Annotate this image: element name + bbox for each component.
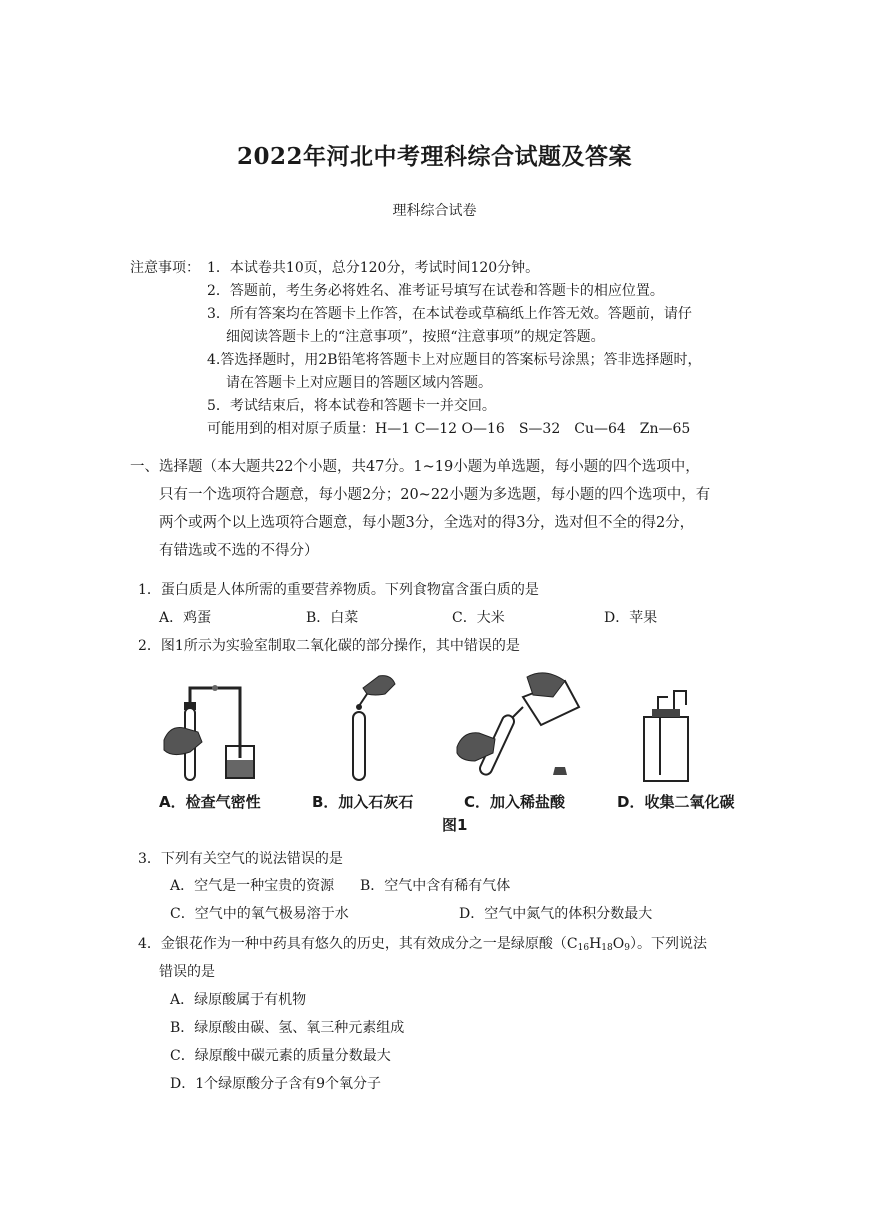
option-a: A．鸡蛋 [159,610,212,626]
page-subtitle: 理科综合试卷 [392,203,477,219]
option-a: A．绿原酸属于有机物 [170,992,307,1008]
question-stem-cont: 错误的是 [159,964,215,980]
figure-b-limestone-illustration [345,672,405,787]
section-line: 只有一个选项符合题意，每小题2分；20~22小题为多选题，每小题的四个选项中，有 [159,487,711,503]
notice-item: 2．答题前，考生务必将姓名、准考证号填写在试卷和答题卡的相应位置。 [207,283,664,299]
option-b: B．空气中含有稀有气体 [360,878,511,894]
figure-caption: 图1 [442,816,468,834]
section-line: 有错选或不选的不得分） [159,543,319,559]
question-stem: 3．下列有关空气的说法错误的是 [138,851,343,867]
section-line: 一、选择题（本大题共22个小题，共47分。1~19小题为单选题，每小题的四个选项中， [130,459,700,475]
figure-label-c: C．加入稀盐酸 [464,793,566,811]
figure-label-d: D．收集二氧化碳 [617,793,735,811]
notice-label: 注意事项： [130,260,200,276]
notice-item: 1．本试卷共10页，总分120分，考试时间120分钟。 [207,260,540,276]
notice-item: 细阅读答题卡上的“注意事项”，按照“注意事项”的规定答题。 [226,329,605,345]
figure-label-b: B．加入石灰石 [312,793,414,811]
figure-c-hydrochloric-acid-illustration [455,667,585,787]
option-a: A．空气是一种宝贵的资源 [170,878,335,894]
option-c: C．空气中的氧气极易溶于水 [170,906,349,922]
figure-a-airtight-check-illustration [160,680,280,790]
page-title: 2022年河北中考理科综合试题及答案 [236,143,632,170]
option-d: D．1个绿原酸分子含有9个氧分子 [170,1076,382,1092]
option-b: B．白菜 [306,610,359,626]
section-line: 两个或两个以上选项符合题意，每小题3分，全选对的得3分，选对但不全的得2分， [159,515,695,531]
option-d: D．苹果 [604,610,658,626]
notice-item: 4.答选择题时，用2B铅笔将答题卡上对应题目的答案标号涂黑；答非选择题时， [207,352,702,368]
question-stem: 4．金银花作为一种中药具有悠久的历史，其有效成分之一是绿原酸$(C_{16}H_{18}O_9)$。下列说法 [138,936,707,953]
option-b: B．绿原酸由碳、氢、氧三种元素组成 [170,1020,405,1036]
notice-item: 请在答题卡上对应题目的答题区域内答题。 [226,375,492,391]
question-stem: 1．蛋白质是人体所需的重要营养物质。下列食物富含蛋白质的是 [138,582,539,598]
figure-label-a: A．检查气密性 [159,793,261,811]
notice-item: 3．所有答案均在答题卡上作答，在本试卷或草稿纸上作答无效。答题前，请仔 [207,306,692,322]
figure-d-collect-co2-illustration [636,695,696,785]
option-d: D．空气中氮气的体积分数最大 [459,906,653,922]
question-stem: 2．图1所示为实验室制取二氧化碳的部分操作，其中错误的是 [138,638,520,654]
option-c: C．绿原酸中碳元素的质量分数最大 [170,1048,391,1064]
option-c: C．大米 [452,610,505,626]
atomic-mass-line: 可能用到的相对原子质量：H—1 C—12 O—16 S—32 Cu—64 Zn—65 [207,421,691,437]
notice-item: 5．考试结束后，将本试卷和答题卡一并交回。 [207,398,496,414]
